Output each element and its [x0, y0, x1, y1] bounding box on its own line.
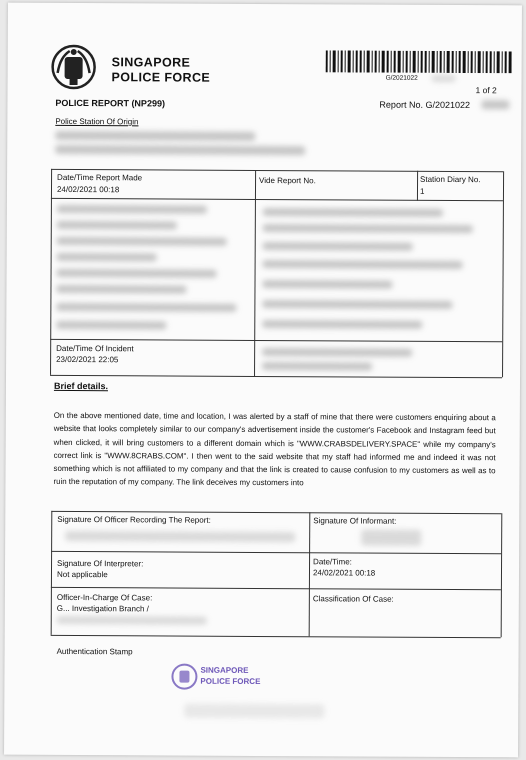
- redaction: [263, 260, 463, 269]
- redaction: [481, 100, 509, 109]
- table-border: [502, 171, 504, 377]
- police-report-page: [4, 3, 522, 758]
- redaction: [263, 208, 443, 217]
- datetime-made-label: Date/Time Report Made: [57, 172, 143, 183]
- redaction: [262, 320, 422, 329]
- signature-redacted: [65, 531, 295, 542]
- redaction: [57, 269, 217, 278]
- datetime-label: Date/Time:: [313, 557, 352, 567]
- table-border: [51, 551, 501, 554]
- redaction: [262, 300, 452, 309]
- redaction: [57, 237, 227, 246]
- redaction: [262, 348, 412, 357]
- table-border: [51, 587, 501, 590]
- table-border: [50, 375, 502, 378]
- page-number: 1 of 2: [475, 85, 497, 96]
- datetime-value: 24/02/2021 00:18: [312, 568, 376, 578]
- table-border: [501, 513, 503, 637]
- table-border: [51, 511, 501, 514]
- signature-redacted: [361, 530, 421, 546]
- station-diary-value: 1: [419, 186, 425, 196]
- table-border: [417, 171, 418, 201]
- redaction: [262, 362, 372, 371]
- stamp-text-line2: POLICE FORCE: [200, 676, 261, 686]
- brief-details-heading: Brief details.: [53, 380, 109, 392]
- redaction: [432, 75, 456, 82]
- redaction: [55, 131, 255, 141]
- redaction: [57, 616, 207, 625]
- stamp-text-line1: SINGAPORE: [200, 665, 249, 675]
- redaction: [56, 303, 236, 312]
- authentication-stamp-label: Authentication Stamp: [56, 646, 133, 657]
- barcode: [326, 50, 512, 73]
- redaction: [57, 221, 177, 230]
- redaction: [57, 205, 207, 214]
- table-border: [51, 635, 501, 638]
- redaction: [263, 242, 413, 251]
- interpreter-signature-label: Signature Of Interpreter:: [57, 558, 144, 569]
- station-diary-label: Station Diary No.: [420, 174, 481, 185]
- informant-signature-label: Signature Of Informant:: [313, 516, 397, 526]
- incident-label: Date/Time Of Incident: [56, 343, 134, 354]
- redaction: [262, 280, 392, 289]
- officer-signature-label: Signature Of Officer Recording The Report:: [57, 514, 211, 525]
- redaction: [184, 704, 324, 719]
- redaction: [57, 253, 157, 262]
- table-border: [50, 339, 502, 342]
- redaction: [263, 224, 473, 233]
- incident-value: 23/02/2021 22:05: [56, 354, 119, 365]
- table-border: [51, 198, 503, 201]
- officer-in-charge-label: Officer-In-Charge Of Case:: [56, 592, 153, 603]
- vide-report-label: Vide Report No.: [259, 175, 316, 186]
- table-border: [51, 511, 53, 635]
- datetime-made-value: 24/02/2021 00:18: [56, 184, 120, 195]
- table-border: [309, 512, 311, 636]
- redaction: [55, 145, 305, 155]
- org-name-line1: SINGAPORE: [111, 55, 191, 70]
- station-of-origin-label: Police Station Of Origin: [55, 116, 139, 127]
- report-number: Report No. G/2021022: [379, 99, 471, 111]
- barcode-number: G/2021022: [385, 74, 418, 82]
- report-title: POLICE REPORT (NP299): [55, 97, 166, 109]
- redaction: [56, 285, 186, 294]
- brief-details-text: On the above mentioned date, time and location, I was alerted by a staff of mine that there were customers enquiring about a website that looks completely similar to our company's advertisement inside the customer's Facebook and Instagram feed but when clicked, it will bring customers to a different domain which is "WWW.CRABSDELIVERY.SPACE" while my company's correct link is "WWW.8CRABS.COM". I then went to the said website that my staff had informed me and indeed it was not something which is not affiliated to my company and that the link is created to cause confusion to my customers as well as to ruin the reputation of my company. The link deceives my customers into: [53, 410, 496, 488]
- table-border: [50, 169, 52, 375]
- org-name-line2: POLICE FORCE: [111, 70, 211, 85]
- interpreter-value: Not applicable: [56, 569, 108, 580]
- table-border: [51, 169, 503, 172]
- police-crest-icon: [50, 43, 98, 91]
- table-border: [254, 170, 256, 376]
- classification-label: Classification Of Case:: [312, 594, 394, 604]
- officer-in-charge-value: G... Investigation Branch /: [56, 603, 149, 614]
- redaction: [56, 321, 166, 330]
